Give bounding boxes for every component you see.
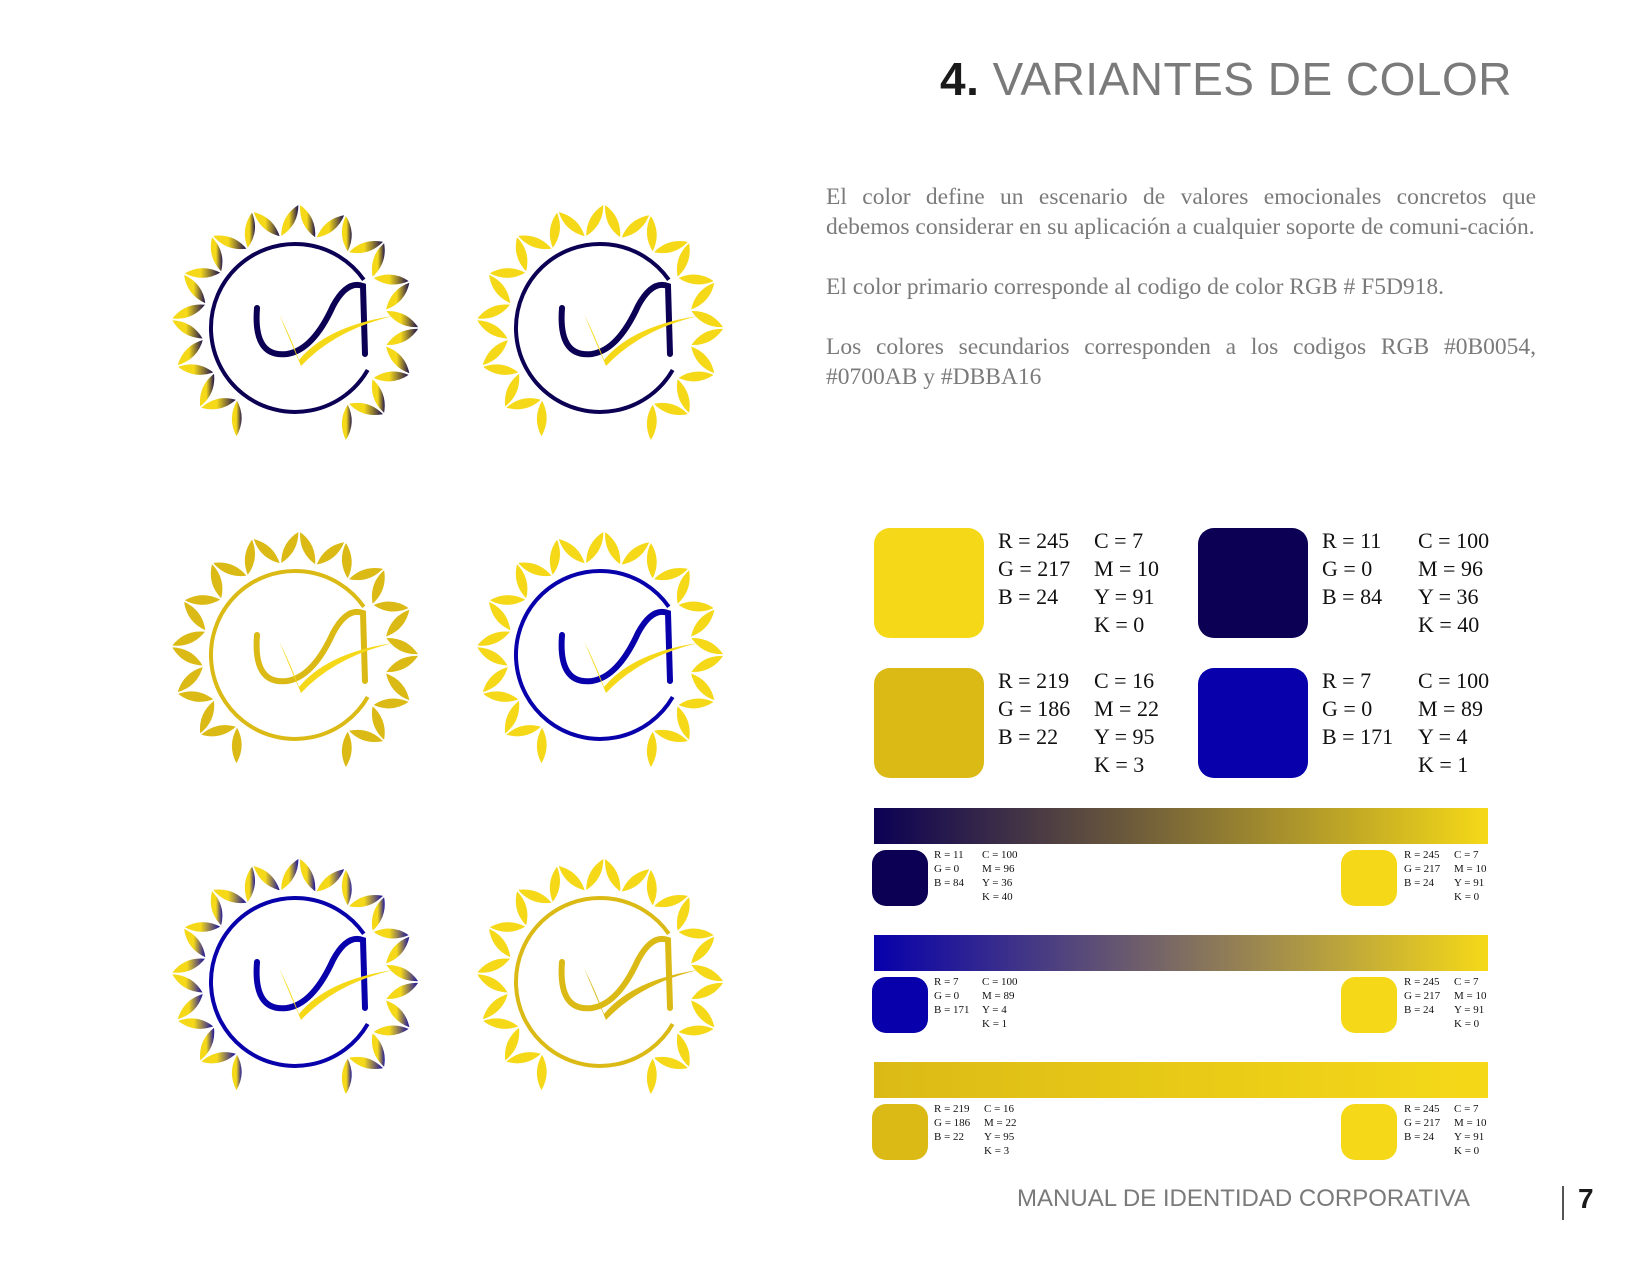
small-spec-yellow-rgb-2: R = 245 G = 217 B = 24 [1404, 976, 1441, 1016]
small-swatch-gold [872, 1104, 928, 1160]
intro-paragraph-2: El color primario corresponde al codigo de color RGB # F5D918. [826, 274, 1445, 300]
small-spec-yellow-cmyk: C = 7 M = 10 Y = 91 K = 0 [1454, 849, 1487, 903]
spec-navy-cmyk: C = 100 M = 96 Y = 36 K = 40 [1418, 528, 1490, 637]
spec-gold-cmyk: C = 16 M = 22 Y = 95 K = 3 [1094, 668, 1159, 777]
spec-yellow-cmyk: C = 7 M = 10 Y = 91 K = 0 [1094, 528, 1159, 637]
small-swatch-yellow-2 [1341, 977, 1397, 1033]
logo-navy-gradient-leaves [175, 208, 415, 448]
small-spec-yellow-rgb: R = 245 G = 217 B = 24 [1404, 849, 1441, 889]
small-spec-navy-rgb: R = 11 G = 0 B = 84 [934, 849, 965, 889]
swatch-blue [1198, 668, 1308, 778]
logo-gold [175, 535, 415, 775]
small-spec-yellow-cmyk-3: C = 7 M = 10 Y = 91 K = 0 [1454, 1103, 1487, 1157]
logo-yellow-navy [480, 208, 720, 448]
spec-gold-rgb: R = 219 G = 186 B = 22 [998, 668, 1071, 749]
small-swatch-navy [872, 850, 928, 906]
gradient-gold-yellow [874, 1062, 1488, 1098]
swatch-yellow [874, 528, 984, 638]
small-spec-blue-rgb: R = 7 G = 0 B = 171 [934, 976, 970, 1016]
small-swatch-yellow [1341, 850, 1397, 906]
small-spec-navy-cmyk: C = 100 M = 96 Y = 36 K = 40 [982, 849, 1018, 903]
intro-paragraph-1: El color define un escenario de valores emocionales concretos que debemos considerar en su aplicación a cualquier soporte de comuni-cación. [826, 184, 1536, 240]
swatch-gold [874, 668, 984, 778]
section-number: 4. [939, 53, 980, 105]
small-spec-yellow-cmyk-2: C = 7 M = 10 Y = 91 K = 0 [1454, 976, 1487, 1030]
logo-gold-yellow [480, 862, 720, 1102]
page-title [940, 52, 1512, 106]
small-swatch-blue [872, 977, 928, 1033]
spec-blue-cmyk: C = 100 M = 89 Y = 4 K = 1 [1418, 668, 1490, 777]
small-spec-gold-cmyk: C = 16 M = 22 Y = 95 K = 3 [984, 1103, 1017, 1157]
swatch-navy [1198, 528, 1308, 638]
section-title: VARIANTES DE COLOR [992, 53, 1512, 105]
footer-title: MANUAL DE IDENTIDAD CORPORATIVA [1017, 1185, 1470, 1212]
small-spec-blue-cmyk: C = 100 M = 89 Y = 4 K = 1 [982, 976, 1018, 1030]
spec-navy-rgb: R = 11 G = 0 B = 84 [1322, 528, 1383, 609]
logo-yellow-blue [480, 535, 720, 775]
gradient-blue-yellow [874, 935, 1488, 971]
page-number: 7 [1578, 1183, 1594, 1214]
footer-divider [1562, 1186, 1564, 1220]
gradient-navy-yellow [874, 808, 1488, 844]
small-swatch-yellow-3 [1341, 1104, 1397, 1160]
spec-blue-rgb: R = 7 G = 0 B = 171 [1322, 668, 1394, 749]
intro-paragraph-3: Los colores secundarios corresponden a los codigos RGB #0B0054, #0700AB y #DBBA16 [826, 334, 1536, 390]
small-spec-gold-rgb: R = 219 G = 186 B = 22 [934, 1103, 971, 1143]
logo-blue-gradient-leaves [175, 862, 415, 1102]
spec-yellow-rgb: R = 245 G = 217 B = 24 [998, 528, 1071, 609]
small-spec-yellow-rgb-3: R = 245 G = 217 B = 24 [1404, 1103, 1441, 1143]
intro-text [826, 182, 1536, 422]
